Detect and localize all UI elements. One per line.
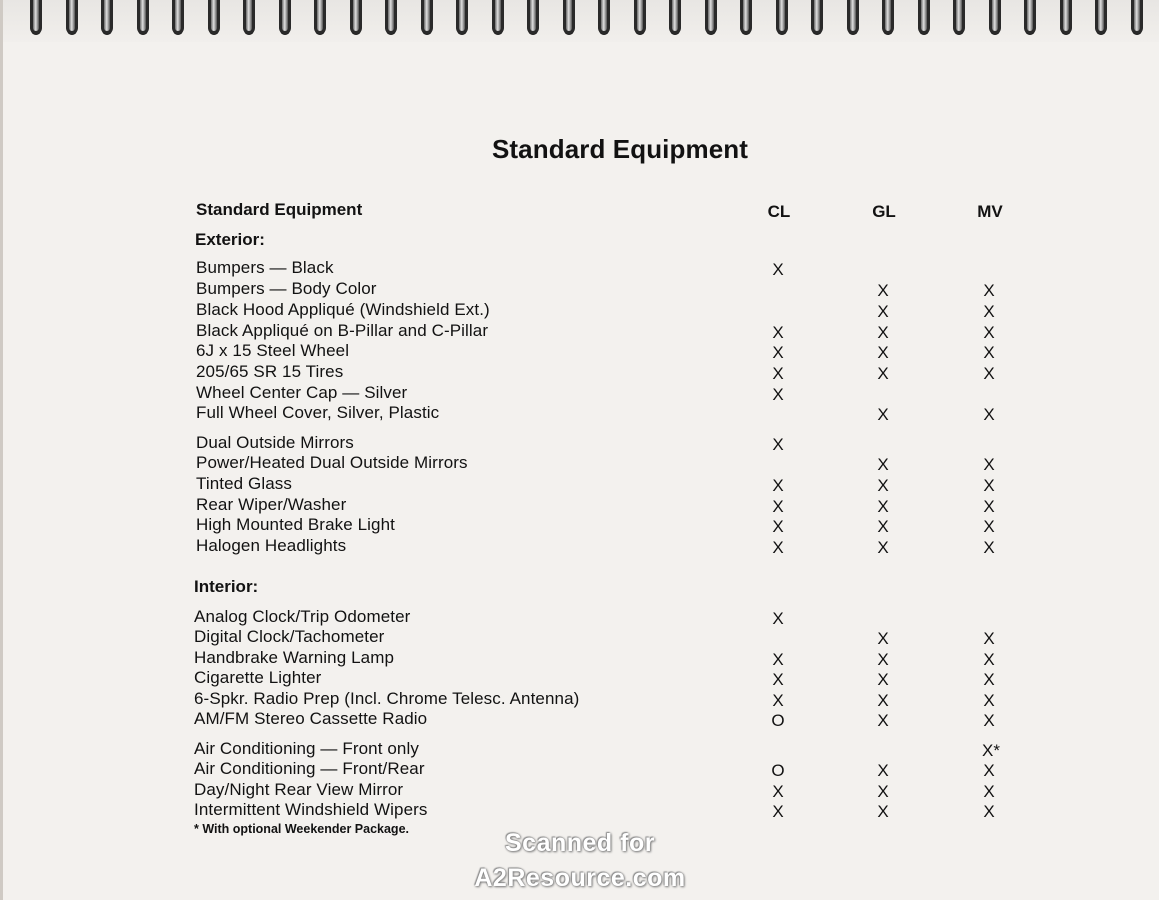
equipment-label: Wheel Center Cap — Silver [196,383,408,402]
table-row [0,627,1159,647]
column-header-mv: MV [977,202,1003,221]
gl-availability: X [877,711,889,730]
table-row [0,453,1159,473]
mv-availability: X [983,802,995,821]
section-title-interior: Interior: [194,577,259,596]
binding-ring [137,0,149,34]
cl-availability: X [772,385,784,404]
binding-ring [421,0,433,34]
cl-availability: X [772,802,784,821]
mv-availability: X [983,629,995,648]
equipment-label: Cigarette Lighter [194,668,322,687]
mv-availability: X [983,497,995,516]
mv-availability: X [983,517,995,536]
binding-ring [953,0,965,34]
table-row [0,300,1159,320]
binding-ring [243,0,255,34]
binding-ring [918,0,930,34]
table-row [0,800,1159,820]
binding-ring [847,0,859,34]
cl-availability: X [772,343,784,362]
table-row [0,403,1159,423]
section-title-exterior: Exterior: [195,230,265,249]
cl-availability: O [771,711,785,730]
table-row [0,362,1159,382]
equipment-label: Digital Clock/Tachometer [194,627,385,646]
equipment-label: 6J x 15 Steel Wheel [196,341,350,360]
mv-availability: X [983,405,995,424]
binding-ring [314,0,326,34]
binding-ring [30,0,42,34]
mv-availability: X [983,761,995,780]
mv-availability: X [983,476,995,495]
cl-availability: X [772,609,784,628]
mv-availability: X [983,323,995,342]
page-title: Standard Equipment [491,134,749,164]
equipment-label: Air Conditioning — Front/Rear [194,759,425,778]
equipment-label: Black Appliqué on B-Pillar and C-Pillar [196,321,489,340]
table-row [0,607,1159,627]
table-row [0,321,1159,341]
cl-availability: X [772,323,784,342]
gl-availability: X [877,302,889,321]
gl-availability: X [877,761,889,780]
binding-ring [279,0,291,34]
equipment-label: Full Wheel Cover, Silver, Plastic [196,403,440,422]
table-row [0,341,1159,361]
equipment-label: Analog Clock/Trip Odometer [194,607,411,626]
gl-availability: X [877,364,889,383]
mv-availability: X [983,302,995,321]
binding-ring [66,0,78,34]
equipment-label: 205/65 SR 15 Tires [196,362,344,381]
table-row [0,739,1159,759]
table-row [0,689,1159,709]
binding-ring [669,0,681,34]
mv-availability: X [983,670,995,689]
table-row [0,780,1159,800]
binding-ring [385,0,397,34]
binding-ring [563,0,575,34]
table-row [0,279,1159,299]
binding-ring [350,0,362,34]
gl-availability: X [877,670,889,689]
binding-ring [882,0,894,34]
table-row [0,759,1159,779]
mv-availability: X [983,455,995,474]
mv-availability: X [983,281,995,300]
gl-availability: X [877,650,889,669]
equipment-label: Air Conditioning — Front only [194,739,419,758]
cl-availability: X [772,782,784,801]
binding-ring [989,0,1001,34]
cl-availability: O [771,761,785,780]
table-row [0,433,1159,453]
gl-availability: X [877,517,889,536]
equipment-label: Handbrake Warning Lamp [194,648,395,667]
binding-ring [208,0,220,34]
mv-availability: X [983,538,995,557]
table-row [0,495,1159,515]
equipment-label: Intermittent Windshield Wipers [194,800,428,819]
mv-availability: X [983,782,995,801]
equipment-label: Black Hood Appliqué (Windshield Ext.) [196,300,490,319]
mv-availability: X [983,691,995,710]
cl-availability: X [772,517,784,536]
binding-ring [1131,0,1143,34]
footnote: * With optional Weekender Package. [194,822,409,836]
gl-availability: X [877,691,889,710]
gl-availability: X [877,281,889,300]
gl-availability: X [877,455,889,474]
binding-ring [811,0,823,34]
table-row [0,648,1159,668]
gl-availability: X [877,476,889,495]
table-header-label: Standard Equipment [196,200,363,219]
watermark-line-1: Scanned for [505,829,655,857]
binding-ring [776,0,788,34]
column-header-cl: CL [767,202,791,221]
table-row [0,515,1159,535]
gl-availability: X [877,629,889,648]
table-row [0,474,1159,494]
gl-availability: X [877,343,889,362]
table-row [0,668,1159,688]
binding-ring [456,0,468,34]
gl-availability: X [877,782,889,801]
binding-ring [101,0,113,34]
gl-availability: X [877,802,889,821]
cl-availability: X [772,364,784,383]
cl-availability: X [772,476,784,495]
binding-ring [598,0,610,34]
binding-ring [492,0,504,34]
gl-availability: X [877,497,889,516]
equipment-label: Bumpers — Black [196,258,334,277]
spiral-binding [0,0,1159,42]
equipment-label: Tinted Glass [196,474,292,493]
binding-ring [1060,0,1072,34]
equipment-label: Bumpers — Body Color [196,279,377,298]
mv-availability: X* [982,741,1000,760]
watermark-line-2: A2Resource.com [474,864,686,892]
binding-ring [740,0,752,34]
mv-availability: X [983,650,995,669]
cl-availability: X [772,497,784,516]
equipment-label: AM/FM Stereo Cassette Radio [194,709,428,728]
cl-availability: X [772,691,784,710]
table-row [0,258,1159,278]
mv-availability: X [983,711,995,730]
equipment-label: Dual Outside Mirrors [196,433,354,452]
equipment-label: Day/Night Rear View Mirror [194,780,404,799]
mv-availability: X [983,364,995,383]
binding-ring [527,0,539,34]
cl-availability: X [772,435,784,454]
binding-ring [705,0,717,34]
cl-availability: X [772,260,784,279]
gl-availability: X [877,323,889,342]
equipment-label: High Mounted Brake Light [196,515,395,534]
gl-availability: X [877,538,889,557]
mv-availability: X [983,343,995,362]
equipment-label: Halogen Headlights [196,536,347,555]
binding-ring [1095,0,1107,34]
table-row [0,383,1159,403]
table-row [0,709,1159,729]
cl-availability: X [772,670,784,689]
equipment-label: 6-Spkr. Radio Prep (Incl. Chrome Telesc. Antenna) [194,689,580,708]
binding-ring [172,0,184,34]
table-row [0,536,1159,556]
gl-availability: X [877,405,889,424]
column-header-gl: GL [872,202,896,221]
cl-availability: X [772,650,784,669]
cl-availability: X [772,538,784,557]
equipment-label: Rear Wiper/Washer [196,495,347,514]
binding-ring [634,0,646,34]
binding-ring [1024,0,1036,34]
equipment-label: Power/Heated Dual Outside Mirrors [196,453,468,472]
